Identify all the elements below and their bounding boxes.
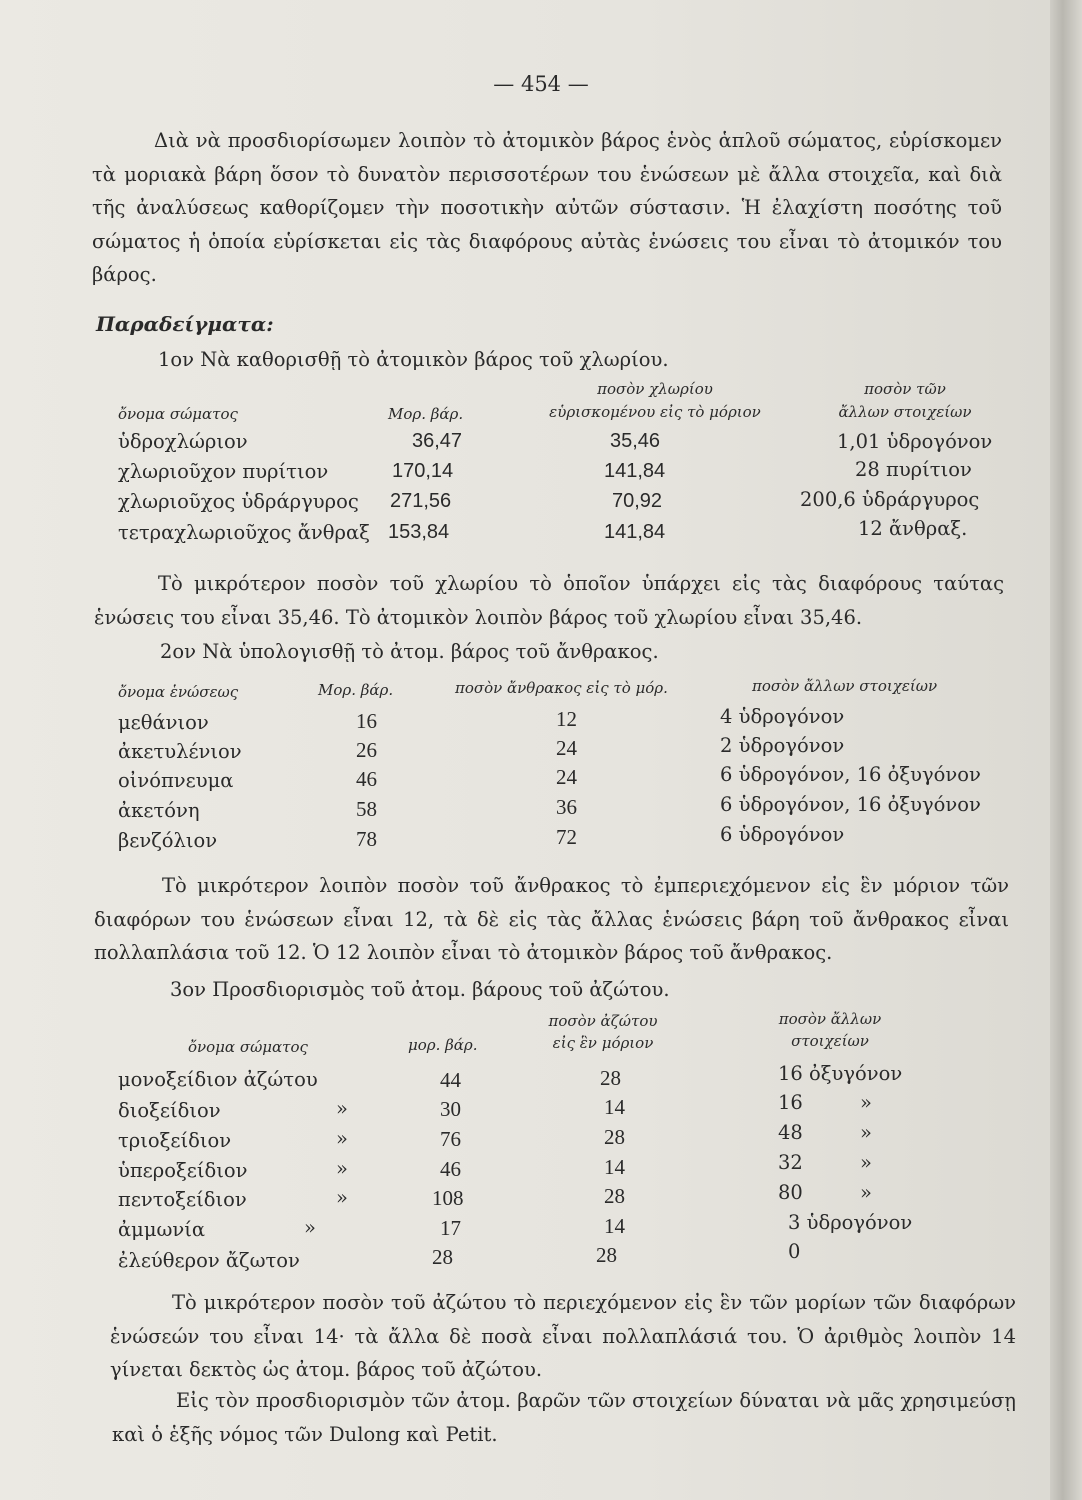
- row-name: διοξείδιον: [118, 1099, 221, 1122]
- row-qty: 24: [556, 736, 577, 760]
- row-other: 6 ὑδρογόνον, 16 ὀξυγόνον: [720, 793, 981, 816]
- row-mw: 46: [440, 1157, 461, 1181]
- row-name: ἀκετυλένιον: [118, 740, 242, 763]
- ex1-header-other-bottom: ἄλλων στοιχείων: [838, 403, 972, 421]
- row-other: 6 ὑδρογόνον, 16 ὀξυγόνον: [720, 763, 981, 786]
- row-name: ἀμμωνία: [118, 1218, 206, 1241]
- row-other: 200,6 ὑδράργυρος: [800, 488, 980, 511]
- row-name: τετραχλωριοῦχος ἄνθραξ: [118, 521, 370, 544]
- row-name: πεντοξείδιον: [118, 1188, 247, 1211]
- ex3-header-other-bottom: στοιχείων: [791, 1032, 869, 1050]
- row-mw: 16: [356, 709, 377, 733]
- row-other-ditto: »: [860, 1121, 872, 1144]
- row-mw: 170,14: [392, 460, 454, 482]
- row-other: 6 ὑδρογόνον: [720, 823, 845, 846]
- row-other: 4 ὑδρογόνον: [720, 705, 845, 728]
- row-mw: 108: [432, 1186, 464, 1210]
- row-name: ὑδροχλώριον: [118, 430, 248, 453]
- ex1-header-qty-top: ποσὸν χλωρίου: [597, 380, 713, 398]
- row-name: βενζόλιον: [118, 829, 218, 852]
- row-other-ditto: »: [860, 1091, 872, 1114]
- row-qty: 141,84: [604, 521, 666, 543]
- row-mw: 153,84: [388, 521, 450, 543]
- row-mw: 78: [356, 827, 377, 851]
- row-mw: 26: [356, 738, 377, 762]
- closing-paragraph: Εἰς τὸν προσδιορισμὸν τῶν ἀτομ. βαρῶν τῶν στοιχείων δύναται νὰ μᾶς χρησιμεύσῃ καὶ ὁ ἑξῆς νόμος τῶν Dulong καὶ Petit.: [112, 1389, 1016, 1446]
- ex3-header-mw: μορ. βάρ.: [408, 1036, 478, 1054]
- row-name: μονοξείδιον ἀζώτου: [118, 1068, 318, 1091]
- row-other: 48: [778, 1121, 803, 1144]
- row-mw: 58: [356, 797, 377, 821]
- page-number: — 454 —: [493, 72, 589, 96]
- row-other-ditto: »: [860, 1151, 872, 1174]
- row-other: 16: [778, 1091, 803, 1114]
- ex3-header-other-top: ποσὸν ἄλλων: [778, 1010, 882, 1028]
- ex2-header-name: ὄνομα ἑνώσεως: [118, 683, 239, 701]
- examples-heading: Παραδείγματα:: [96, 312, 274, 336]
- example-1-title: 1ον Νὰ καθορισθῇ τὸ ἀτομικὸν βάρος τοῦ χλωρίου.: [158, 348, 669, 371]
- row-qty: 24: [556, 765, 577, 789]
- row-name: οἰνόπνευμα: [118, 769, 234, 792]
- example-2-title: 2ον Νὰ ὑπολογισθῇ τὸ ἀτομ. βάρος τοῦ ἄνθρακος.: [160, 640, 659, 663]
- ex1-header-other-top: ποσὸν τῶν: [864, 380, 946, 398]
- ex2-header-mw: Μορ. βάρ.: [318, 681, 394, 699]
- row-other: 80: [778, 1181, 803, 1204]
- row-name: ἐλεύθερον ἄζωτον: [118, 1249, 300, 1272]
- row-mw: 271,56: [390, 490, 452, 512]
- ex2-header-qty: ποσὸν ἄνθρακος εἰς τὸ μόρ.: [455, 679, 668, 697]
- row-ditto: »: [336, 1097, 348, 1120]
- row-ditto: »: [336, 1157, 348, 1180]
- ex3-header-qty-bottom: εἰς ἓν μόριον: [552, 1034, 654, 1052]
- row-mw: 17: [440, 1216, 461, 1240]
- row-qty: 28: [604, 1184, 625, 1208]
- row-other-ditto: »: [860, 1181, 872, 1204]
- row-other: 32: [778, 1151, 803, 1174]
- row-mw: 44: [440, 1068, 461, 1092]
- row-qty: 28: [604, 1125, 625, 1149]
- row-other: 16 ὀξυγόνον: [778, 1062, 903, 1085]
- row-qty: 141,84: [604, 460, 666, 482]
- ex1-header-qty-bottom: εὑρισκομένου εἰς τὸ μόριον: [549, 403, 761, 421]
- page-binding-edge: [1050, 0, 1082, 1500]
- example-3-conclusion: Τὸ μικρότερον ποσὸν τοῦ ἀζώτου τὸ περιεχόμενον εἰς ἓν τῶν μορίων τῶν διαφόρων ἑνώσεών του εἶναι 14· τὰ ἄλλα δὲ ποσὰ εἶναι πολλαπλάσιά του. Ὁ ἀριθμὸς λοιπὸν 14 γίνεται δεκτὸς ὡς ἀτομ. βάρος τοῦ ἀζώτου.: [110, 1291, 1016, 1381]
- ex3-header-qty-top: ποσὸν ἀζώτου: [548, 1012, 658, 1030]
- row-mw: 46: [356, 767, 377, 791]
- row-name: μεθάνιον: [118, 711, 209, 734]
- ex2-header-other: ποσὸν ἄλλων στοιχείων: [752, 677, 938, 695]
- example-2-conclusion: Τὸ μικρότερον λοιπὸν ποσὸν τοῦ ἄνθρακος τὸ ἐμπεριεχόμενον εἰς ἓν μόριον τῶν διαφόρων του ἑνώσεων εἶναι 12, τὰ δὲ εἰς τὰς ἄλλας ἑνώσεις βάρη τοῦ ἄνθρακος εἶναι πολλαπλάσια τοῦ 12. Ὁ 12 λοιπὸν εἶναι τὸ ἀτομικὸν βάρος τοῦ ἄνθρακος.: [94, 874, 1009, 964]
- intro-paragraph: Διὰ νὰ προσδιορίσωμεν λοιπὸν τὸ ἀτομικὸν βάρος ἑνὸς ἁπλοῦ σώματος, εὑρίσκομεν τὰ μοριακὰ βάρη ὅσον τὸ δυνατὸν περισσοτέρων του ἑνώσεων μὲ ἄλλα στοιχεῖα, καὶ διὰ τῆς ἀναλύσεως καθορίζομεν τὴν ποσοτικὴν αὐτῶν σύστασιν. Ἡ ἐλαχίστη ποσότης τοῦ σώματος ἡ ὁποία εὑρίσκεται εἰς τὰς διαφόρους αὐτὰς ἑνώσεις του εἶναι τὸ ἀτομικόν του βάρος.: [92, 129, 1002, 286]
- row-mw: 30: [440, 1097, 461, 1121]
- row-name: ὑπεροξείδιον: [118, 1159, 248, 1182]
- row-other: 12 ἄνθραξ.: [858, 517, 968, 540]
- row-qty: 72: [556, 825, 577, 849]
- ex3-header-name: ὄνομα σώματος: [188, 1038, 308, 1056]
- row-other: 2 ὑδρογόνον: [720, 734, 845, 757]
- example-3-title: 3ον Προσδιορισμὸς τοῦ ἀτομ. βάρους τοῦ ἀζώτου.: [170, 978, 670, 1001]
- row-qty: 70,92: [612, 490, 663, 512]
- row-ditto: »: [336, 1186, 348, 1209]
- row-qty: 28: [596, 1243, 617, 1267]
- row-other: 1,01 ὑδρογόνον: [837, 430, 993, 453]
- ex1-header-mw: Μορ. βάρ.: [388, 405, 464, 423]
- row-mw: 28: [432, 1245, 453, 1269]
- row-qty: 14: [604, 1095, 625, 1119]
- row-name: χλωριοῦχον πυρίτιον: [118, 460, 329, 483]
- row-name: ἀκετόνη: [118, 799, 200, 822]
- ex1-header-name: ὄνομα σώματος: [118, 405, 238, 423]
- row-qty: 35,46: [610, 430, 661, 452]
- row-qty: 28: [600, 1066, 621, 1090]
- row-mw: 76: [440, 1127, 461, 1151]
- row-name: χλωριοῦχος ὑδράργυρος: [118, 490, 359, 513]
- row-name: τριοξείδιον: [118, 1129, 232, 1152]
- row-ditto: »: [336, 1127, 348, 1150]
- row-qty: 36: [556, 795, 577, 819]
- row-qty: 14: [604, 1214, 625, 1238]
- row-qty: 12: [556, 707, 577, 731]
- row-mw: 36,47: [412, 430, 463, 452]
- row-ditto: »: [304, 1216, 316, 1239]
- row-other: 3 ὑδρογόνον: [788, 1211, 913, 1234]
- row-other: 0: [788, 1240, 801, 1263]
- row-other: 28 πυρίτιον: [855, 458, 972, 481]
- row-qty: 14: [604, 1155, 625, 1179]
- example-1-conclusion: Τὸ μικρότερον ποσὸν τοῦ χλωρίου τὸ ὁποῖον ὑπάρχει εἰς τὰς διαφόρους ταύτας ἑνώσεις του εἶναι 35,46. Τὸ ἀτομικὸν λοιπὸν βάρος τοῦ χλωρίου εἶναι 35,46.: [94, 572, 1004, 629]
